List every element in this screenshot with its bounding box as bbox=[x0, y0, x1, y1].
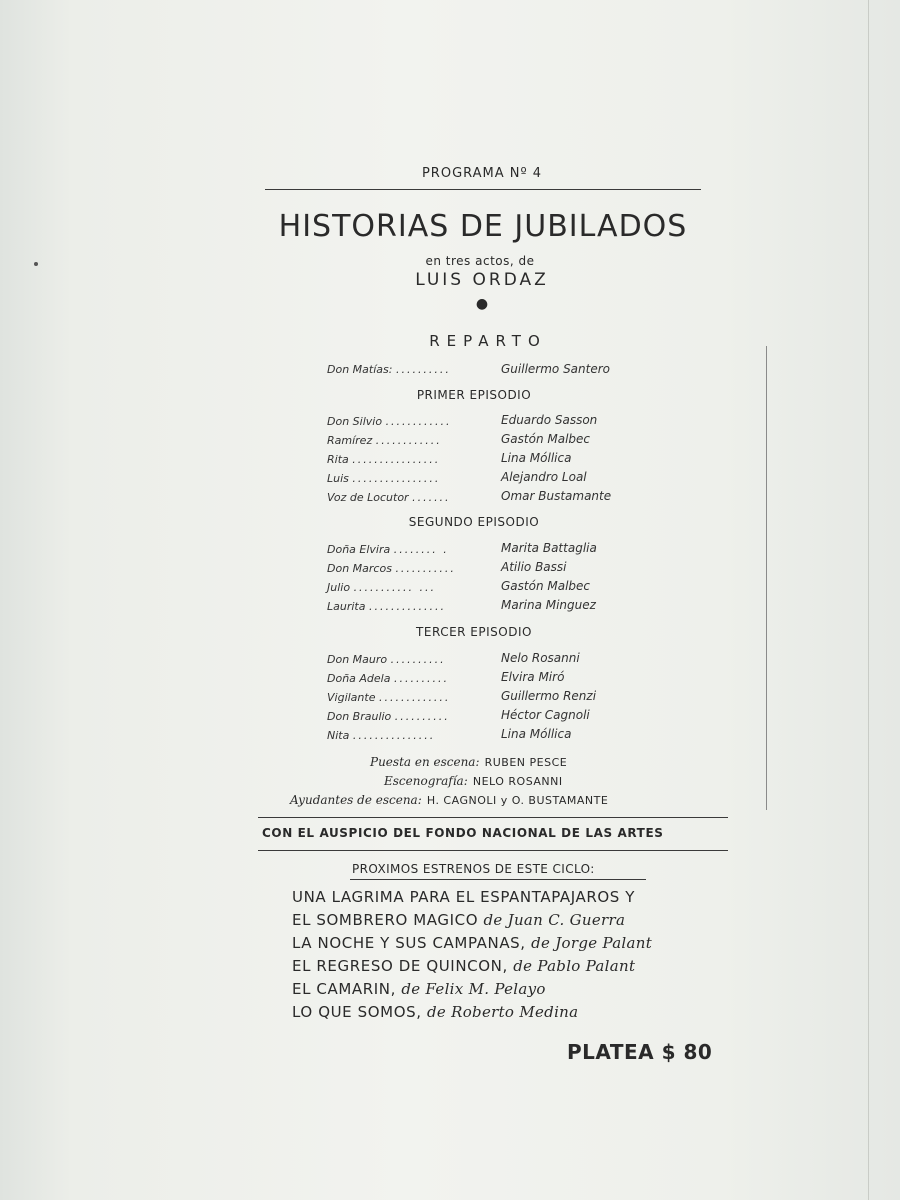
cast-actor: Omar Bustamante bbox=[501, 489, 612, 503]
cast-actor: Guillermo Santero bbox=[501, 362, 611, 376]
cast-actor: Marita Battaglia bbox=[501, 541, 597, 555]
program-number: PROGRAMA Nº 4 bbox=[421, 166, 543, 181]
cast-role: Don Braulio .......... bbox=[327, 710, 450, 723]
cast-actor: Gastón Malbec bbox=[501, 432, 591, 446]
sponsor-rule-bottom bbox=[258, 850, 728, 851]
cast-actor: Elvira Miró bbox=[501, 670, 565, 684]
upcoming-play: EL SOMBRERO MAGICO de Juan C. Guerra bbox=[292, 911, 626, 929]
play-subtitle: en tres actos, de bbox=[425, 254, 535, 268]
paper-speck bbox=[34, 262, 38, 266]
upcoming-play: LA NOCHE Y SUS CAMPANAS, de Jorge Palant bbox=[292, 934, 653, 952]
credit-line: Puesta en escena: RUBEN PESCE bbox=[370, 755, 568, 769]
upcoming-play: UNA LAGRIMA PARA EL ESPANTAPAJAROS Y bbox=[292, 888, 636, 906]
cast-role: Rita ................ bbox=[327, 453, 441, 466]
play-author: LUIS ORDAZ bbox=[415, 270, 549, 290]
cast-role: Laurita .............. bbox=[327, 600, 446, 613]
cast-role: Doña Adela .......... bbox=[327, 672, 449, 685]
cast-actor: Guillermo Renzi bbox=[501, 689, 597, 703]
cast-side-rule bbox=[766, 346, 767, 810]
cast-role: Nita ............... bbox=[327, 729, 436, 742]
sponsor-line: CON EL AUSPICIO DEL FONDO NACIONAL DE LAS ARTES bbox=[262, 826, 664, 840]
credit-line: Ayudantes de escena: H. CAGNOLI y O. BUSTAMANTE bbox=[290, 793, 609, 807]
cast-heading: REPARTO bbox=[429, 332, 547, 350]
cast-actor: Gastón Malbec bbox=[501, 579, 591, 593]
ticket-price: PLATEA $ 80 bbox=[567, 1040, 713, 1064]
sponsor-rule-top bbox=[258, 817, 728, 818]
header-rule bbox=[265, 189, 701, 190]
upcoming-play: EL CAMARIN, de Felix M. Pelayo bbox=[292, 980, 546, 998]
cast-role: Doña Elvira ........ . bbox=[327, 543, 449, 556]
cast-actor: Lina Móllica bbox=[501, 451, 572, 465]
cast-role: Don Silvio ............ bbox=[327, 415, 452, 428]
upcoming-underline bbox=[350, 879, 646, 880]
cast-role: Don Marcos ........... bbox=[327, 562, 456, 575]
episode-heading: PRIMER EPISODIO bbox=[416, 388, 532, 402]
cast-role: Julio ........... ... bbox=[327, 581, 437, 594]
cast-role: Don Matías: .......... bbox=[327, 363, 451, 376]
cast-actor: Eduardo Sasson bbox=[501, 413, 598, 427]
sheet-edge bbox=[868, 0, 869, 1200]
upcoming-play: EL REGRESO DE QUINCON, de Pablo Palant bbox=[292, 957, 636, 975]
cast-role: Don Mauro .......... bbox=[327, 653, 446, 666]
cast-role: Ramírez ............ bbox=[327, 434, 442, 447]
episode-heading: SEGUNDO EPISODIO bbox=[408, 515, 540, 529]
cast-actor: Lina Móllica bbox=[501, 727, 572, 741]
episode-heading: TERCER EPISODIO bbox=[416, 625, 532, 639]
upcoming-play: LO QUE SOMOS, de Roberto Medina bbox=[292, 1003, 579, 1021]
credit-line: Escenografía: NELO ROSANNI bbox=[384, 774, 563, 788]
separator-bullet: ● bbox=[475, 296, 489, 312]
cast-actor: Marina Minguez bbox=[501, 598, 596, 612]
cast-actor: Nelo Rosanni bbox=[501, 651, 580, 665]
cast-actor: Atilio Bassi bbox=[501, 560, 567, 574]
upcoming-heading: PROXIMOS ESTRENOS DE ESTE CICLO: bbox=[352, 862, 595, 876]
cast-actor: Alejandro Loal bbox=[501, 470, 587, 484]
cast-role: Voz de Locutor ....... bbox=[327, 491, 451, 504]
cast-role: Vigilante ............. bbox=[327, 691, 451, 704]
cast-role: Luis ................ bbox=[327, 472, 441, 485]
play-title: HISTORIAS DE JUBILADOS bbox=[278, 209, 688, 244]
cast-actor: Héctor Cagnoli bbox=[501, 708, 590, 722]
